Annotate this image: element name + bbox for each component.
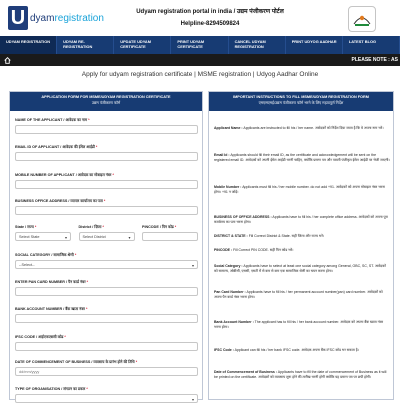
registration-form	[9, 91, 203, 400]
organisation-type-field	[15, 387, 198, 403]
main-nav	[0, 36, 400, 54]
bank-account-label: BANK ACCOUNT NUMBER / बैंक खाता नंबर *	[15, 307, 88, 311]
mobile-label: MOBILE NUMBER OF APPLICANT / आवेदक का मोबाइल नंबर *	[15, 173, 114, 177]
district-field	[79, 225, 135, 241]
email-input[interactable]	[15, 152, 198, 161]
site-header	[0, 0, 400, 36]
instruction-item: Social Category : Applicants have to select at least one social category among General, OBC, SC, ST. आवेदकों को सामान्य, ओबीसी, एससी, एसटी में से कम से कम एक सामाजिक श्रेणी का चयन करना होगा।	[214, 264, 386, 273]
chevron-down-icon: ▾	[64, 235, 67, 240]
address-field	[15, 199, 198, 215]
header-title: Udyam registration portal in india / उद्यम पंजीकरण पोर्टल	[136, 9, 284, 15]
ticker-message: PLEASE NOTE : AS	[351, 57, 398, 63]
instruction-item: Email Id : Applicants should fill their email ID, as the certificate and acknowledgement will be sent on the registered email ID. आवेदकों को अपनी ईमेल आईडी भरनी चाहिए, क्योंकि प्रमाण पत्र और पावती पंजीकृत ईमेल आईडी पर भेजी जाएगी।	[214, 153, 390, 162]
bank-account-field	[15, 307, 198, 323]
government-emblem-icon	[348, 6, 376, 32]
district-select[interactable]: Select District ▾	[79, 232, 135, 241]
pan-label: ENTER PAN CARD NUMBER / पैन कार्ड नंबर *	[15, 280, 89, 284]
commencement-date-input[interactable]: dd/mm/yyyy	[15, 367, 198, 376]
instruction-item: Pan Card Number : Applicants have to fill his / her permanent account number(pan) card number. आवेदकों को अपना पैन कार्ड नंबर भरना होगा।	[214, 290, 383, 299]
page-title: Apply for udyam registration certificate | MSME registration | Udyog Aadhar Online	[81, 71, 319, 78]
state-label: State / राज्य *	[15, 225, 37, 229]
ifsc-input[interactable]	[15, 342, 198, 351]
pincode-field	[142, 225, 198, 241]
instruction-item: Applicant Name : Applicants are instructed to fill his / her name. आवेदकों को निर्देश दिया जाता है कि वे अपना नाम भरें।	[214, 126, 384, 130]
instruction-item: Bank Account Number : The applicant has to fill his / her bank account number. आवेदक को अपना बैंक खाता नंबर भरना होगा।	[214, 320, 384, 329]
commencement-label: DATE OF COMMENCEMENT OF BUSINESS / व्यवसाय के प्रारंभ होने की तिथि *	[15, 360, 138, 364]
pincode-label: PINCODE / पिन कोड *	[142, 225, 177, 229]
chevron-down-icon: ▾	[128, 235, 131, 240]
email-field	[15, 145, 198, 161]
location-row	[15, 225, 198, 241]
state-field	[15, 225, 71, 241]
ifsc-field	[15, 335, 198, 351]
applicant-name-input[interactable]	[15, 125, 198, 134]
logo-word-accent: registration	[54, 12, 104, 24]
pincode-input[interactable]	[142, 232, 198, 241]
mobile-field	[15, 173, 198, 189]
nav-udyam-registration[interactable]: UDYAM REGISTRATION	[0, 36, 57, 54]
chevron-down-icon: ▾	[191, 263, 194, 268]
email-label: EMAIL ID OF APPLICANT / आवेदक की ईमेल आईडी *	[15, 145, 98, 149]
commencement-field	[15, 360, 198, 376]
pan-field	[15, 280, 198, 296]
instruction-item: DISTRICT & STATE : Fill Correct District & State. सही जिला और राज्य भरें।	[214, 234, 325, 238]
applicant-name-field	[15, 118, 198, 134]
instructions-heading-hindi: एमएसएमई/उद्यम पंजीकरण फॉर्म भरने के लिए महत्वपूर्ण निर्देश	[258, 101, 344, 105]
nav-latest-blog[interactable]: LATEST BLOG	[343, 36, 400, 54]
chevron-down-icon: ▾	[191, 397, 194, 402]
social-category-label: SOCIAL CATEGORY / सामाजिक श्रेणी *	[15, 253, 77, 257]
nav-print-udyog-aadhar[interactable]: PRINT UDYOG AADHAR	[286, 36, 343, 54]
applicant-name-label: NAME OF THE APPLICANT / आवेदक का नाम *	[15, 118, 90, 122]
social-category-field	[15, 253, 198, 269]
state-select[interactable]: Select State ▾	[15, 232, 71, 241]
social-category-select[interactable]: --Select-- ▾	[15, 260, 198, 269]
form-heading-title: APPLICATION FORM FOR MSME/UDYAM REGISTRATION CERTIFICATE	[41, 95, 171, 99]
instruction-item: BUSINESS OF OFFICE ADDRESS : Applicants have to fill his / her complete office address. आवेदकों को अपना पूरा कार्यालय का पता भरना होगा।	[214, 215, 388, 224]
address-label: BUSINESS OFFICE ADDRESS / व्यापार कार्यालय का पता *	[15, 199, 106, 203]
ifsc-label: IFSC CODE / आईएफएससी कोड *	[15, 335, 66, 339]
pan-input[interactable]	[15, 287, 198, 296]
instruction-item: Mobile Number : Applicants must fill his / her mobile number. do not add +91. आवेदकों को अपना मोबाइल नंबर भरना होगा। +91 न जोड़ें।	[214, 185, 385, 194]
logo-wordmark	[30, 13, 104, 24]
organisation-type-select[interactable]	[15, 394, 198, 403]
home-icon[interactable]	[4, 54, 12, 69]
notice-ticker	[0, 54, 400, 66]
instructions-panel	[208, 91, 394, 400]
logo-letter: U	[8, 6, 28, 30]
nav-print-certificate[interactable]: PRINT UDYAM CERTIFICATE	[171, 36, 228, 54]
instructions-heading	[209, 92, 393, 111]
mobile-input[interactable]	[15, 180, 198, 189]
form-heading	[10, 92, 202, 111]
form-heading-hindi: उद्यम पंजीकरण फॉर्म	[91, 101, 121, 105]
address-input[interactable]	[15, 206, 198, 215]
nav-update-certificate[interactable]: UPDATE UDYAM CERTIFICATE	[114, 36, 171, 54]
instruction-item: Date of Commencement of Business : Applicants have to fill the date of commencement of Business as it will be printed on the certificate. आवेदकों को व्यवसाय शुरू होने की तारीख भरनी होगी क्योंकि यह प्रमाण पत्र पर छपी होगी।	[214, 370, 387, 379]
instruction-item: PINCODE : Fill Correct PIN CODE. सही पिन कोड भरें।	[214, 248, 294, 252]
district-label: District / ज़िला *	[78, 225, 104, 229]
instructions-heading-title: IMPORTANT INSTRUCTIONS TO FILL MSME/UDYAM REGISTRATION FORM	[233, 95, 369, 99]
site-logo[interactable]	[8, 5, 104, 31]
logo-word-main: dyam	[30, 12, 55, 24]
header-title-block	[110, 6, 310, 30]
instruction-item: IFSC Code : Applicant can fill his / her bank IFSC code. आवेदक अपना बैंक IFSC कोड भर सकता है।	[214, 348, 359, 352]
organisation-type-label: TYPE OF ORGANISATION / संगठन का प्रकार *	[15, 387, 88, 391]
bank-account-input[interactable]	[15, 314, 198, 323]
nav-udyam-re-registration[interactable]: UDYAM RE-REGISTRATION	[57, 36, 114, 54]
nav-cancel-registration[interactable]: CANCEL UDYAM REGISTRATION	[229, 36, 286, 54]
header-helpline: Helpline-8294509824	[180, 21, 240, 27]
